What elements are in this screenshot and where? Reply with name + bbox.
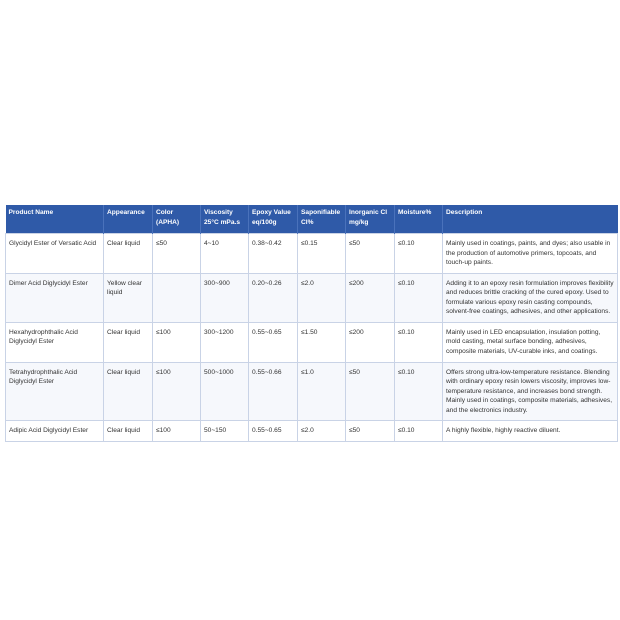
moisture-cell: ≤0.10 bbox=[395, 362, 443, 421]
appearance-cell: Clear liquid bbox=[104, 322, 153, 362]
saponifiable-cl-header: Saponifiable Cl% bbox=[298, 205, 346, 234]
description-cell: A highly flexible, highly reactive diluent. bbox=[443, 421, 618, 442]
moisture-header: Moisture% bbox=[395, 205, 443, 234]
table-row bbox=[6, 421, 618, 442]
inorganic-cl-cell: ≤50 bbox=[346, 234, 395, 274]
saponifiable-cl-cell: ≤0.15 bbox=[298, 234, 346, 274]
appearance-cell: Clear liquid bbox=[104, 234, 153, 274]
product-name-cell: Dimer Acid Diglycidyl Ester bbox=[6, 273, 104, 322]
epoxy-value-cell: 0.55~0.66 bbox=[249, 362, 298, 421]
product-name-cell: Glycidyl Ester of Versatic Acid bbox=[6, 234, 104, 274]
inorganic-cl-header: Inorganic Cl mg/kg bbox=[346, 205, 395, 234]
saponifiable-cl-cell: ≤2.0 bbox=[298, 421, 346, 442]
table-row bbox=[6, 362, 618, 421]
header-row bbox=[6, 205, 618, 234]
appearance-cell: Yellow clear liquid bbox=[104, 273, 153, 322]
color-apha-header: Color (APHA) bbox=[153, 205, 201, 234]
product-name-cell: Hexahydrophthalic Acid Diglycidyl Ester bbox=[6, 322, 104, 362]
description-cell: Offers strong ultra-low-temperature resistance. Blending with ordinary epoxy resin lowers viscosity, improves low-temperature resistance, and increases bond strength. Mainly used in coatings, composite materials, adhesives, and the electronics industry. bbox=[443, 362, 618, 421]
viscosity-cell: 50~150 bbox=[201, 421, 249, 442]
color-apha-cell: ≤100 bbox=[153, 362, 201, 421]
description-header: Description bbox=[443, 205, 618, 234]
viscosity-cell: 500~1000 bbox=[201, 362, 249, 421]
viscosity-cell: 4~10 bbox=[201, 234, 249, 274]
saponifiable-cl-cell: ≤2.0 bbox=[298, 273, 346, 322]
appearance-header: Appearance bbox=[104, 205, 153, 234]
epoxy-value-cell: 0.20~0.26 bbox=[249, 273, 298, 322]
moisture-cell: ≤0.10 bbox=[395, 273, 443, 322]
viscosity-header: Viscosity 25°C mPa.s bbox=[201, 205, 249, 234]
color-apha-cell: ≤50 bbox=[153, 234, 201, 274]
moisture-cell: ≤0.10 bbox=[395, 421, 443, 442]
product-name-header: Product Name bbox=[6, 205, 104, 234]
saponifiable-cl-cell: ≤1.0 bbox=[298, 362, 346, 421]
description-cell: Mainly used in coatings, paints, and dyes; also usable in the production of automotive primers, topcoats, and touch-up paints. bbox=[443, 234, 618, 274]
appearance-cell: Clear liquid bbox=[104, 362, 153, 421]
description-cell: Mainly used in LED encapsulation, insulation potting, mold casting, metal surface bonding, adhesives, composite materials, UV-curable inks, and coatings. bbox=[443, 322, 618, 362]
product-name-cell: Adipic Acid Diglycidyl Ester bbox=[6, 421, 104, 442]
moisture-cell: ≤0.10 bbox=[395, 234, 443, 274]
inorganic-cl-cell: ≤50 bbox=[346, 421, 395, 442]
product-spec-table bbox=[5, 205, 618, 442]
color-apha-cell bbox=[153, 273, 201, 322]
viscosity-cell: 300~1200 bbox=[201, 322, 249, 362]
inorganic-cl-cell: ≤200 bbox=[346, 322, 395, 362]
epoxy-value-header: Epoxy Value eq/100g bbox=[249, 205, 298, 234]
epoxy-value-cell: 0.38~0.42 bbox=[249, 234, 298, 274]
epoxy-value-cell: 0.55~0.65 bbox=[249, 421, 298, 442]
description-cell: Adding it to an epoxy resin formulation improves flexibility and reduces brittle cracking of the cured epoxy. Used to formulate various epoxy resin casting compounds, solvent-free coatings, adhesives, and other applications. bbox=[443, 273, 618, 322]
inorganic-cl-cell: ≤50 bbox=[346, 362, 395, 421]
table-row bbox=[6, 234, 618, 274]
epoxy-value-cell: 0.55~0.65 bbox=[249, 322, 298, 362]
inorganic-cl-cell: ≤200 bbox=[346, 273, 395, 322]
product-name-cell: Tetrahydrophthalic Acid Diglycidyl Ester bbox=[6, 362, 104, 421]
saponifiable-cl-cell: ≤1.50 bbox=[298, 322, 346, 362]
appearance-cell: Clear liquid bbox=[104, 421, 153, 442]
moisture-cell: ≤0.10 bbox=[395, 322, 443, 362]
color-apha-cell: ≤100 bbox=[153, 421, 201, 442]
table-row bbox=[6, 322, 618, 362]
viscosity-cell: 300~900 bbox=[201, 273, 249, 322]
table-row bbox=[6, 273, 618, 322]
color-apha-cell: ≤100 bbox=[153, 322, 201, 362]
